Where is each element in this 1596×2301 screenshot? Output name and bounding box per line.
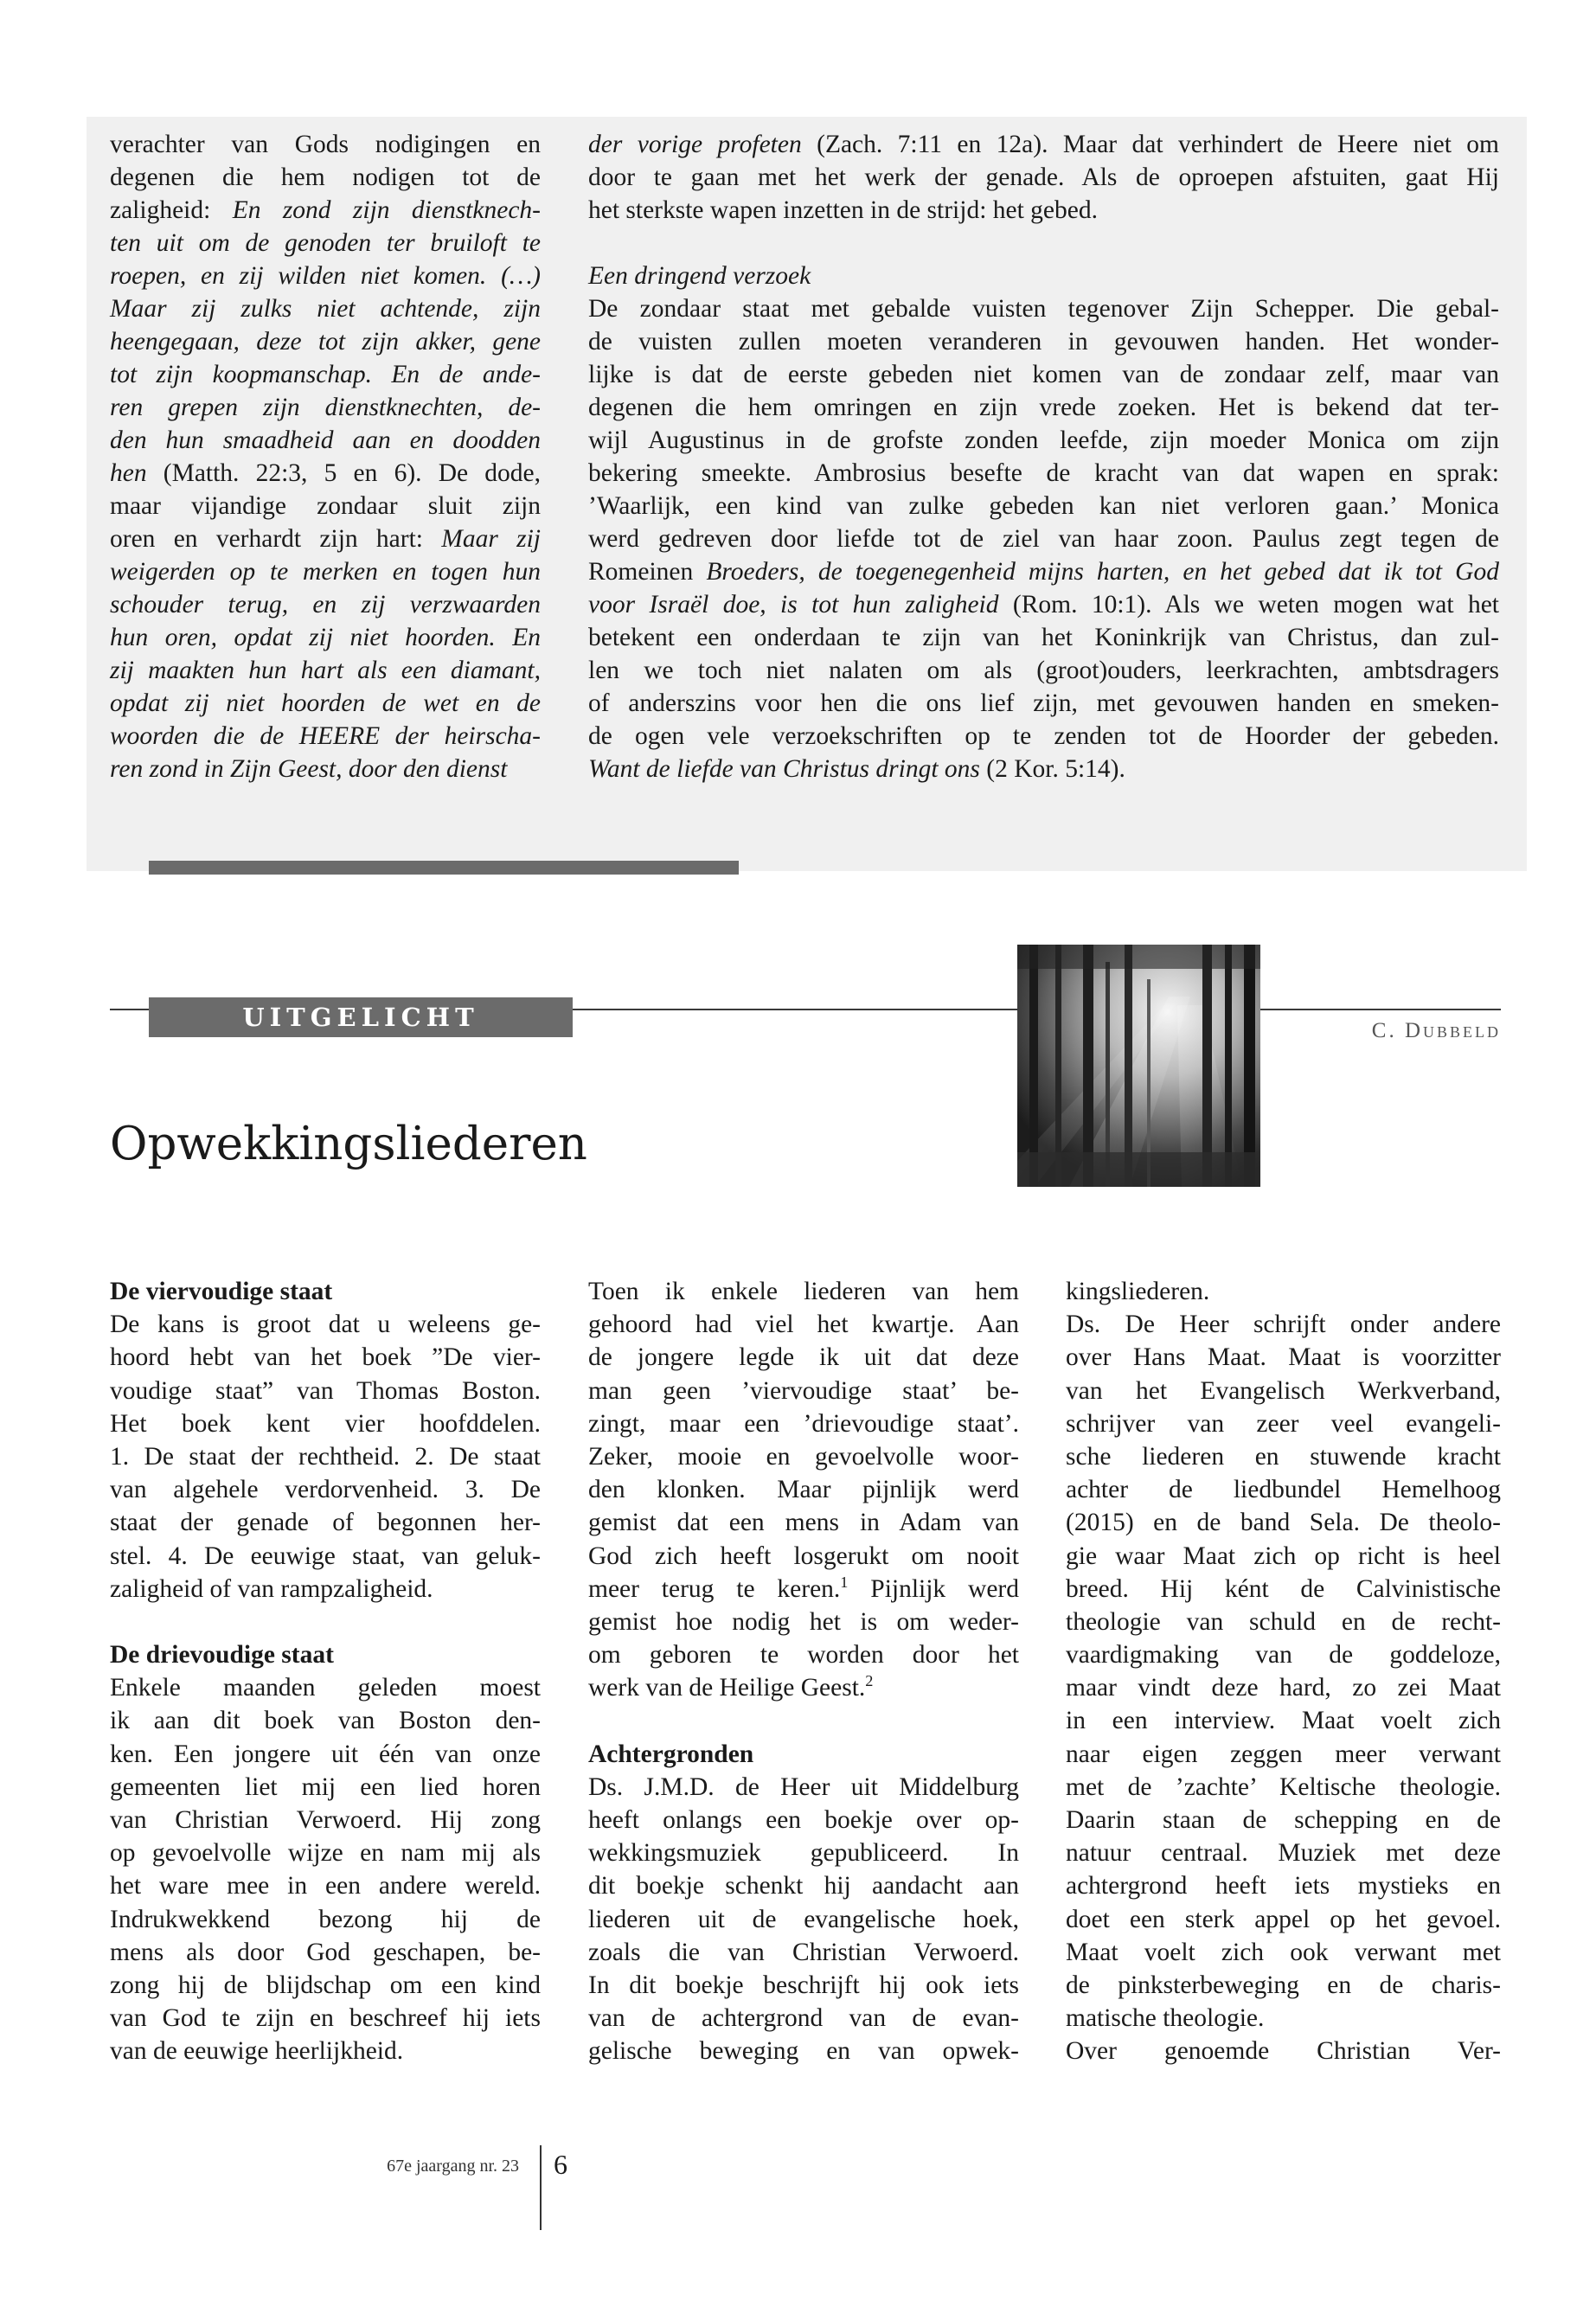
text-line bbox=[1066, 1638, 1501, 1671]
text-run: van algehele verdorvenheid. 3. De bbox=[110, 1476, 541, 1504]
text-run: van de eeuwige heerlijkheid. bbox=[110, 2037, 404, 2066]
text-line bbox=[588, 292, 1499, 325]
text-run: stel. 4. De eeuwige staat, van geluk- bbox=[110, 1541, 541, 1570]
text-line bbox=[1066, 1738, 1501, 1771]
text-line bbox=[1066, 1771, 1501, 1804]
text-line bbox=[1066, 1969, 1501, 2002]
top-right-column bbox=[588, 128, 1499, 785]
text-line bbox=[110, 1573, 541, 1606]
text-line bbox=[588, 1275, 1019, 1308]
subheading: De drievoudige staat bbox=[110, 1641, 334, 1670]
text-line bbox=[1066, 1936, 1501, 1969]
text-line bbox=[110, 1804, 541, 1836]
text-line bbox=[588, 194, 1499, 227]
text-line bbox=[588, 260, 1499, 292]
text-run: weigerden op te merken en togen hun bbox=[110, 558, 541, 586]
text-run: breed. Hij ként de Calvinistische bbox=[1066, 1574, 1501, 1603]
author-name: C. Dubbeld bbox=[1371, 1019, 1501, 1042]
text-run: door te gaan met het werk der genade. Als de oproepen afstuiten, gaat Hij bbox=[588, 163, 1499, 191]
text-line bbox=[588, 1936, 1019, 1969]
heading-rule-right bbox=[1260, 1009, 1501, 1010]
text-line bbox=[588, 1606, 1019, 1638]
text-line bbox=[110, 687, 541, 720]
text-run: het sterkste wapen inzetten in de strijd: het gebed. bbox=[588, 196, 1098, 224]
text-line bbox=[588, 128, 1499, 161]
text-run: Daarin staan de schepping en de bbox=[1066, 1806, 1501, 1834]
text-line bbox=[110, 1341, 541, 1374]
forest-photo-graphic bbox=[1017, 945, 1260, 1187]
text-line bbox=[588, 1473, 1019, 1506]
text-line bbox=[1066, 1573, 1501, 1606]
text-run: werk van de Heilige Geest. bbox=[588, 1674, 866, 1702]
text-run: met de ’zachte’ Keltische theologie. bbox=[1066, 1772, 1501, 1801]
text-line bbox=[110, 522, 541, 555]
article-column-2 bbox=[588, 1275, 1019, 2068]
section-label: UITGELICHT bbox=[149, 997, 573, 1037]
text-run: hoord hebt van het boek ”De vier- bbox=[110, 1343, 541, 1372]
text-run: hun oren, opdat zij niet hoorden. En bbox=[110, 624, 541, 651]
text-run: Indrukwekkend bezong hij de bbox=[110, 1905, 541, 1933]
text-run: Een dringend verzoek bbox=[588, 262, 811, 290]
text-line bbox=[588, 1738, 1019, 1771]
text-run: van de achtergrond van de evan- bbox=[588, 2004, 1019, 2033]
text-line bbox=[588, 391, 1499, 424]
text-line bbox=[588, 1836, 1019, 1869]
text-run: ken. Een jongere uit één van onze bbox=[110, 1740, 541, 1768]
text-line bbox=[1066, 1308, 1501, 1341]
text-line bbox=[110, 1969, 541, 2002]
text-run: ik aan dit boek van Boston den- bbox=[110, 1707, 541, 1735]
text-run: de pinksterbeweging en de charis- bbox=[1066, 1971, 1501, 1999]
text-line bbox=[588, 687, 1499, 720]
text-run: verachter van Gods nodigingen en bbox=[110, 131, 541, 158]
text-line bbox=[588, 1804, 1019, 1836]
text-run: oren en verhardt zijn hart: bbox=[110, 525, 442, 553]
text-line bbox=[1066, 1903, 1501, 1936]
text-line bbox=[588, 1308, 1019, 1341]
text-line bbox=[588, 654, 1499, 687]
text-line bbox=[588, 1375, 1019, 1407]
text-run: ren zond in Zijn Geest, door den dienst bbox=[110, 755, 508, 783]
text-run: Want de liefde van Christus dringt ons bbox=[588, 755, 980, 783]
text-line bbox=[110, 1375, 541, 1407]
text-line bbox=[588, 522, 1499, 555]
text-run: Pijnlijk werd bbox=[848, 1574, 1019, 1603]
text-run: liederen uit de evangelische hoek, bbox=[588, 1905, 1019, 1933]
text-line bbox=[1066, 1869, 1501, 1902]
text-line bbox=[110, 753, 541, 785]
text-run: van het Evangelisch Werkverband, bbox=[1066, 1376, 1501, 1405]
text-run: De zondaar staat met gebalde vuisten tegenover Zijn Schepper. Die gebal- bbox=[588, 295, 1499, 323]
text-run: Enkele maanden geleden moest bbox=[110, 1674, 541, 1702]
text-run: mens als door God geschapen, be- bbox=[110, 1938, 541, 1966]
text-line bbox=[110, 227, 541, 260]
text-run: roepen, en zij wilden niet komen. (…) bbox=[110, 262, 541, 290]
text-run: In dit boekje beschrijft hij ook iets bbox=[588, 1971, 1019, 1999]
issue-info: 67e jaargang nr. 23 bbox=[387, 2157, 519, 2176]
text-line bbox=[110, 2035, 541, 2067]
text-run: meer terug te keren. bbox=[588, 1574, 841, 1603]
text-line bbox=[588, 490, 1499, 522]
text-run: vaardigmaking van de goddeloze, bbox=[1066, 1641, 1501, 1670]
text-run: het ware mee in een andere wereld. bbox=[110, 1872, 541, 1900]
text-run: ren grepen zijn dienstknechten, de- bbox=[110, 394, 541, 421]
text-run: schrijver van zeer veel evangeli- bbox=[1066, 1409, 1501, 1438]
text-run: man geen ’viervoudige staat’ be- bbox=[588, 1376, 1019, 1405]
text-run: Maat voelt zich ook verwant met bbox=[1066, 1938, 1501, 1966]
text-run: gie waar Maat zich op richt is heel bbox=[1066, 1541, 1501, 1570]
text-run: kingsliederen. bbox=[1066, 1278, 1210, 1305]
text-run: staat der genade of begonnen her- bbox=[110, 1509, 541, 1537]
text-line bbox=[1066, 1473, 1501, 1506]
text-run: der vorige profeten bbox=[588, 131, 802, 158]
text-run: Maar zij zulks niet achtende, zijn bbox=[110, 295, 541, 323]
text-run: natuur centraal. Muziek met deze bbox=[1066, 1839, 1501, 1868]
text-line bbox=[110, 1506, 541, 1539]
text-run: in een interview. Maat voelt zich bbox=[1066, 1707, 1501, 1735]
text-run: (Matth. 22:3, 5 en 6). De dode, bbox=[146, 459, 541, 487]
text-run: De kans is groot dat u weleens ge- bbox=[110, 1311, 541, 1339]
text-run: zaligheid: bbox=[110, 196, 233, 224]
text-run: matische theologie. bbox=[1066, 2004, 1265, 2033]
text-run: Maar zij bbox=[441, 525, 541, 553]
article-title: Opwekkingsliederen bbox=[110, 1118, 587, 1170]
text-line bbox=[588, 1869, 1019, 1902]
text-line bbox=[1066, 2002, 1501, 2035]
text-line bbox=[1066, 1407, 1501, 1440]
text-run: (Rom. 10:1). Als we weten mogen wat het bbox=[998, 591, 1499, 619]
text-line bbox=[110, 1638, 541, 1671]
text-line bbox=[110, 457, 541, 490]
text-run: achter de liedbundel Hemelhoog bbox=[1066, 1476, 1501, 1504]
text-run: op gevoelvolle wijze en nam mij als bbox=[110, 1839, 541, 1868]
text-line bbox=[1066, 1804, 1501, 1836]
text-line bbox=[588, 161, 1499, 194]
footnote-ref: 1 bbox=[840, 1573, 849, 1591]
text-run: heeft onlangs een boekje over op- bbox=[588, 1806, 1019, 1834]
text-line bbox=[1066, 1440, 1501, 1473]
text-line bbox=[588, 2002, 1019, 2035]
text-line bbox=[1066, 1275, 1501, 1308]
text-line bbox=[110, 1671, 541, 1704]
text-run: Ds. De Heer schrijft onder andere bbox=[1066, 1311, 1501, 1339]
text-run: (2015) en de band Sela. De theolo- bbox=[1066, 1509, 1501, 1537]
text-line bbox=[110, 161, 541, 194]
text-line bbox=[110, 1440, 541, 1473]
text-run: ’Waarlijk, een kind van zulke gebeden kan niet verloren gaan.’ Monica bbox=[588, 492, 1499, 520]
text-run: degenen die hem nodigen tot de bbox=[110, 163, 541, 191]
text-run: Broeders, de toegenegenheid mijns harten, en het gebed dat ik tot God bbox=[706, 558, 1499, 586]
text-line bbox=[110, 128, 541, 161]
text-run: maar vindt deze hard, zo zei Maat bbox=[1066, 1674, 1501, 1702]
text-run: degenen die hem omringen en zijn vrede zoeken. Het is bekend dat ter- bbox=[588, 394, 1499, 421]
text-run: bekering smeekte. Ambrosius besefte de kracht van dat wapen en sprak: bbox=[588, 459, 1499, 487]
forest-photo bbox=[1017, 945, 1260, 1187]
text-run: den klonken. Maar pijnlijk werd bbox=[588, 1476, 1019, 1504]
text-run: heengegaan, deze tot zijn akker, gene bbox=[110, 328, 541, 356]
text-line bbox=[588, 1638, 1019, 1671]
text-line bbox=[588, 1407, 1019, 1440]
text-line bbox=[588, 1573, 1019, 1606]
text-run: Ds. J.M.D. de Heer uit Middelburg bbox=[588, 1772, 1019, 1801]
text-run: maar vijandige zondaar sluit zijn bbox=[110, 492, 541, 520]
text-line bbox=[110, 424, 541, 457]
text-line bbox=[110, 1407, 541, 1440]
text-line bbox=[110, 1540, 541, 1573]
text-line bbox=[110, 621, 541, 654]
footer-separator bbox=[540, 2145, 542, 2230]
text-run: zoals die van Christian Verwoerd. bbox=[588, 1938, 1019, 1966]
text-line bbox=[588, 325, 1499, 358]
text-run: (Zach. 7:11 en 12a). Maar dat verhindert de Heere niet om bbox=[801, 131, 1499, 158]
text-line bbox=[110, 588, 541, 621]
text-run: Het boek kent vier hoofddelen. bbox=[110, 1409, 541, 1438]
text-line bbox=[110, 325, 541, 358]
text-run: En zond zijn dienstknech- bbox=[232, 196, 541, 224]
text-line bbox=[588, 1506, 1019, 1539]
text-line bbox=[588, 424, 1499, 457]
text-line bbox=[588, 753, 1499, 785]
text-run: opdat zij niet hoorden de wet en de bbox=[110, 689, 541, 717]
text-run: woorden die de HEERE der heirscha- bbox=[110, 722, 541, 750]
text-run: voudige staat” van Thomas Boston. bbox=[110, 1376, 541, 1405]
text-line bbox=[110, 720, 541, 753]
text-run: Romeinen bbox=[588, 558, 707, 586]
text-run: tot zijn koopmanschap. En de ande- bbox=[110, 361, 541, 388]
text-run: van Christian Verwoerd. Hij zong bbox=[110, 1806, 541, 1834]
text-line bbox=[110, 260, 541, 292]
paragraph-gap bbox=[110, 1606, 541, 1638]
text-line bbox=[1066, 1671, 1501, 1704]
text-line bbox=[1066, 1704, 1501, 1737]
text-line bbox=[110, 194, 541, 227]
text-line bbox=[588, 555, 1499, 588]
text-run: Toen ik enkele liederen van hem bbox=[588, 1278, 1019, 1305]
text-line bbox=[110, 490, 541, 522]
text-run: ten uit om de genoden ter bruiloft te bbox=[110, 229, 541, 257]
text-run: om geboren te worden door het bbox=[588, 1641, 1019, 1670]
article-column-3 bbox=[1066, 1275, 1501, 2068]
text-run: 1. De staat der rechtheid. 2. De staat bbox=[110, 1442, 541, 1471]
text-line bbox=[110, 292, 541, 325]
text-line bbox=[588, 2035, 1019, 2067]
text-line bbox=[110, 1738, 541, 1771]
text-line bbox=[1066, 1375, 1501, 1407]
paragraph-gap bbox=[588, 1704, 1019, 1737]
text-run: sche liederen en stuwende kracht bbox=[1066, 1442, 1501, 1471]
text-line bbox=[588, 621, 1499, 654]
text-run: voor Israël doe, is tot hun zaligheid bbox=[588, 591, 999, 619]
text-run: over Hans Maat. Maat is voorzitter bbox=[1066, 1343, 1501, 1372]
text-run: zij maakten hun hart als een diamant, bbox=[110, 657, 541, 684]
text-line bbox=[110, 2002, 541, 2035]
text-run: schouder terug, en zij verzwaarden bbox=[110, 591, 541, 619]
text-run: naar eigen zeggen meer verwant bbox=[1066, 1740, 1501, 1768]
text-line bbox=[1066, 1506, 1501, 1539]
text-run: zong hij de blijdschap om een kind bbox=[110, 1971, 541, 1999]
text-line bbox=[588, 1440, 1019, 1473]
text-run: dit boekje schenkt hij aandacht aan bbox=[588, 1872, 1019, 1900]
text-line bbox=[588, 1540, 1019, 1573]
text-line bbox=[110, 1936, 541, 1969]
text-run: Over genoemde Christian Ver- bbox=[1066, 2037, 1501, 2066]
text-line bbox=[110, 1308, 541, 1341]
text-line bbox=[110, 391, 541, 424]
text-run: de jongere legde ik uit dat deze bbox=[588, 1343, 1019, 1372]
text-line bbox=[110, 1473, 541, 1506]
text-run: gemist dat een mens in Adam van bbox=[588, 1509, 1019, 1537]
text-line bbox=[588, 358, 1499, 391]
text-line bbox=[110, 1836, 541, 1869]
text-line bbox=[588, 1771, 1019, 1804]
text-run: wekkingsmuziek gepubliceerd. In bbox=[588, 1839, 1019, 1868]
text-run: len we toch niet nalaten om als (groot)ouders, leerkrachten, ambtsdragers bbox=[588, 657, 1499, 684]
text-run: zaligheid of van rampzaligheid. bbox=[110, 1574, 433, 1603]
text-line bbox=[588, 1969, 1019, 2002]
text-run: doet een sterk appel op het gevoel. bbox=[1066, 1905, 1501, 1933]
text-line bbox=[1066, 1540, 1501, 1573]
subheading: De viervoudige staat bbox=[110, 1278, 333, 1305]
text-line bbox=[110, 654, 541, 687]
text-run: werd gedreven door liefde tot de ziel van haar zoon. Paulus zegt tegen de bbox=[588, 525, 1499, 553]
text-line bbox=[588, 457, 1499, 490]
top-left-column bbox=[110, 128, 541, 785]
text-run: God zich heeft losgerukt om nooit bbox=[588, 1541, 1019, 1570]
text-run: de ogen vele verzoekschriften op te zenden tot de Hoorder der gebeden. bbox=[588, 722, 1499, 750]
text-run: gemist hoe nodig het is om weder- bbox=[588, 1607, 1019, 1636]
text-line bbox=[110, 1869, 541, 1902]
text-run: wijl Augustinus in de grofste zonden leefde, zijn moeder Monica om zijn bbox=[588, 426, 1499, 454]
text-run: of anderszins voor hen die ons lief zijn, met gevouwen handen en smeken- bbox=[588, 689, 1499, 717]
text-line bbox=[588, 588, 1499, 621]
text-line bbox=[110, 1704, 541, 1737]
article-column-1 bbox=[110, 1275, 541, 2068]
text-line bbox=[588, 1671, 1019, 1704]
text-line bbox=[110, 358, 541, 391]
text-run: zingt, maar een ’drievoudige staat’. bbox=[588, 1409, 1019, 1438]
text-line bbox=[588, 1903, 1019, 1936]
page-number: 6 bbox=[554, 2149, 567, 2180]
text-run: de vuisten zullen moeten veranderen in gevouwen handen. Het wonder- bbox=[588, 328, 1499, 356]
text-line bbox=[1066, 1341, 1501, 1374]
text-line bbox=[1066, 1836, 1501, 1869]
subheading: Achtergronden bbox=[588, 1740, 754, 1768]
footnote-ref: 2 bbox=[865, 1672, 874, 1690]
text-line bbox=[110, 1275, 541, 1308]
text-run: gemeenten liet mij een lied horen bbox=[110, 1772, 541, 1801]
text-line bbox=[1066, 1606, 1501, 1638]
text-run: betekent een onderdaan te zijn van het Koninkrijk van Christus, dan zul- bbox=[588, 624, 1499, 651]
section-divider-bar bbox=[149, 861, 739, 875]
text-run: den hun smaadheid aan en doodden bbox=[110, 426, 541, 454]
text-run: theologie van schuld en de recht- bbox=[1066, 1607, 1501, 1636]
text-run: (2 Kor. 5:14). bbox=[979, 755, 1125, 783]
text-run: gelische beweging en van opwek- bbox=[588, 2037, 1019, 2066]
text-run: Zeker, mooie en gevoelvolle woor- bbox=[588, 1442, 1019, 1471]
text-line bbox=[110, 1771, 541, 1804]
text-run: hen bbox=[110, 459, 147, 487]
text-line bbox=[588, 720, 1499, 753]
text-run: lijke is dat de eerste gebeden niet komen van de zondaar zelf, maar van bbox=[588, 361, 1499, 388]
text-run: gehoord had viel het kwartje. Aan bbox=[588, 1311, 1019, 1339]
text-line bbox=[110, 1903, 541, 1936]
text-run: van God te zijn en beschreef hij iets bbox=[110, 2004, 541, 2033]
text-line bbox=[588, 1341, 1019, 1374]
text-run: achtergrond heeft iets mystieks en bbox=[1066, 1872, 1501, 1900]
paragraph-gap bbox=[588, 227, 1499, 260]
text-line bbox=[110, 555, 541, 588]
text-line bbox=[1066, 2035, 1501, 2067]
